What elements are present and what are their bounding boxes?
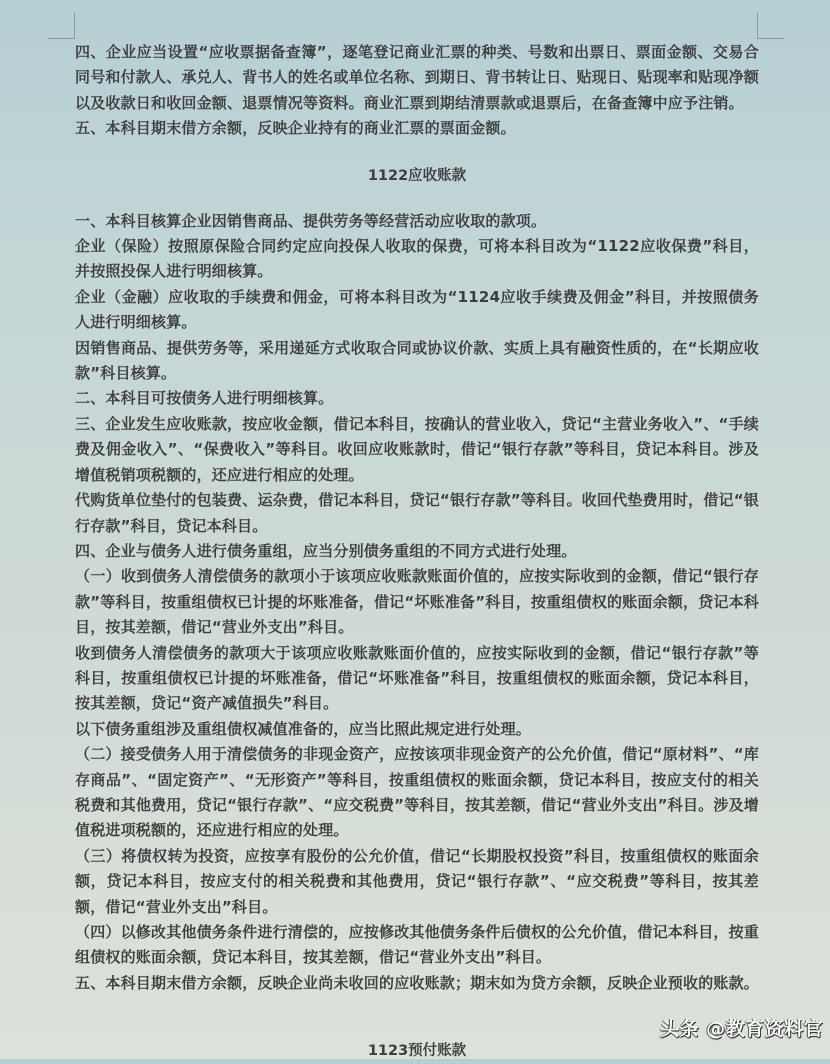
paragraph: 四、企业应当设置“应收票据备查簿”，逐笔登记商业汇票的种类、号数和出票日、票面金额、交易合同号和付款人、承兑人、背书人的姓名或单位名称、到期日、背书转让日、贴现日、贴现率和贴现净额以及收款日和收回金额、退票情况等资料。商业汇票到期结清票款或退票后，在备查簿中应予注销。 xyxy=(75,43,760,112)
page-corner-mark-top-right xyxy=(757,13,784,39)
paragraph: （二）接受债务人用于清偿债务的非现金资产，应按该项非现金资产的公允价值，借记“原材料”、“库存商品”、“固定资产”、“无形资产”等科目，按重组债权的账面余额，贷记本科目，按应支付的相关税费和其他费用，贷记“银行存款”、“应交税费”等科目，按其差额，借记“营业外支出”科目。涉及增值税进项税额的，还应进行相应的处理。 xyxy=(75,745,759,840)
paragraph: （一）收到债务人清偿债务的款项小于该项应收账款账面价值的，应按实际收到的金额，借记“银行存款”等科目，按重组债权已计提的坏账准备，借记“坏账准备”科目，按重组债权的账面余额，贷记本科目，按其差额，借记“营业外支出”科目。 xyxy=(75,567,759,637)
paragraph: 四、企业与债务人进行债务重组，应当分别债务重组的不同方式进行处理。 xyxy=(75,541,577,560)
paragraph: 二、本科目可按债务人进行明细核算。 xyxy=(75,389,334,408)
section-1122-body xyxy=(75,209,759,997)
paragraph: 企业（金融）应收取的手续费和佣金，可将本科目改为“1124应收手续费及佣金”科目，并按照债务人进行明细核算。 xyxy=(75,287,759,332)
paragraph: 三、企业发生应收账款，按应收金额，借记本科目，按确认的营业收入，贷记“主营业务收入”、“手续费及佣金收入”、“保费收入”等科目。收回应收账款时，借记“银行存款”等科目，贷记本科目。涉及增值税销项税额的，还应进行相应的处理。 xyxy=(75,414,759,484)
watermark: 头条 @教育资料官 xyxy=(660,1018,824,1040)
paragraph: 一、本科目核算企业因销售商品、提供劳务等经营活动应收取的款项。 xyxy=(75,211,547,230)
paragraph: （三）将债权转为投资，应按享有股份的公允价值，借记“长期股权投资”科目，按重组债权的账面余额，贷记本科目，按应支付的相关税费和其他费用，贷记“银行存款”、“应交税费”等科目，按其差额，借记“营业外支出”科目。 xyxy=(75,846,759,916)
paragraph: 代购货单位垫付的包装费、运杂费，借记本科目，贷记“银行存款”等科目。收回代垫费用时，借记“银行存款”科目，贷记本科目。 xyxy=(75,491,759,535)
section-heading-1123: 1123预付账款 xyxy=(367,1043,467,1060)
paragraph: 因销售商品、提供劳务等，采用递延方式收取合同或协议价款、实质上具有融资性质的，在“长期应收款”科目核算。 xyxy=(75,338,759,383)
paragraph: 以下债务重组涉及重组债权减值准备的，应当比照此规定进行处理。 xyxy=(75,719,532,738)
paragraph: 五、本科目期末借方余额，反映企业持有的商业汇票的票面金额。 xyxy=(75,119,516,138)
section-previous-continuation xyxy=(75,40,759,142)
paragraph: 五、本科目期末借方余额，反映企业尚未收回的应收账款；期末如为贷方余额，反映企业预收的账款。 xyxy=(75,973,760,992)
section-heading-1122: 1122应收账款 xyxy=(367,167,467,184)
paragraph: 收到债务人清偿债务的款项大于该项应收账款账面价值的，应按实际收到的金额，借记“银行存款”等科目，按重组债权已计提的坏账准备，借记“坏账准备”科目，按重组债权的账面余额，贷记本科目，按其差额，贷记“资产减值损失”科目。 xyxy=(75,643,759,713)
document-page xyxy=(75,40,759,1064)
page-corner-mark-top-left xyxy=(48,13,75,39)
paragraph: 企业（保险）按照原保险合同约定应向投保人收取的保费，可将本科目改为“1122应收保费”科目，并按照投保人进行明细核算。 xyxy=(75,237,759,281)
paragraph: （四）以修改其他债务条件进行清偿的，应按修改其他债务条件后债权的公允价值，借记本科目，按重组债权的账面余额，贷记本科目，按其差额，借记“营业外支出”科目。 xyxy=(75,923,760,967)
